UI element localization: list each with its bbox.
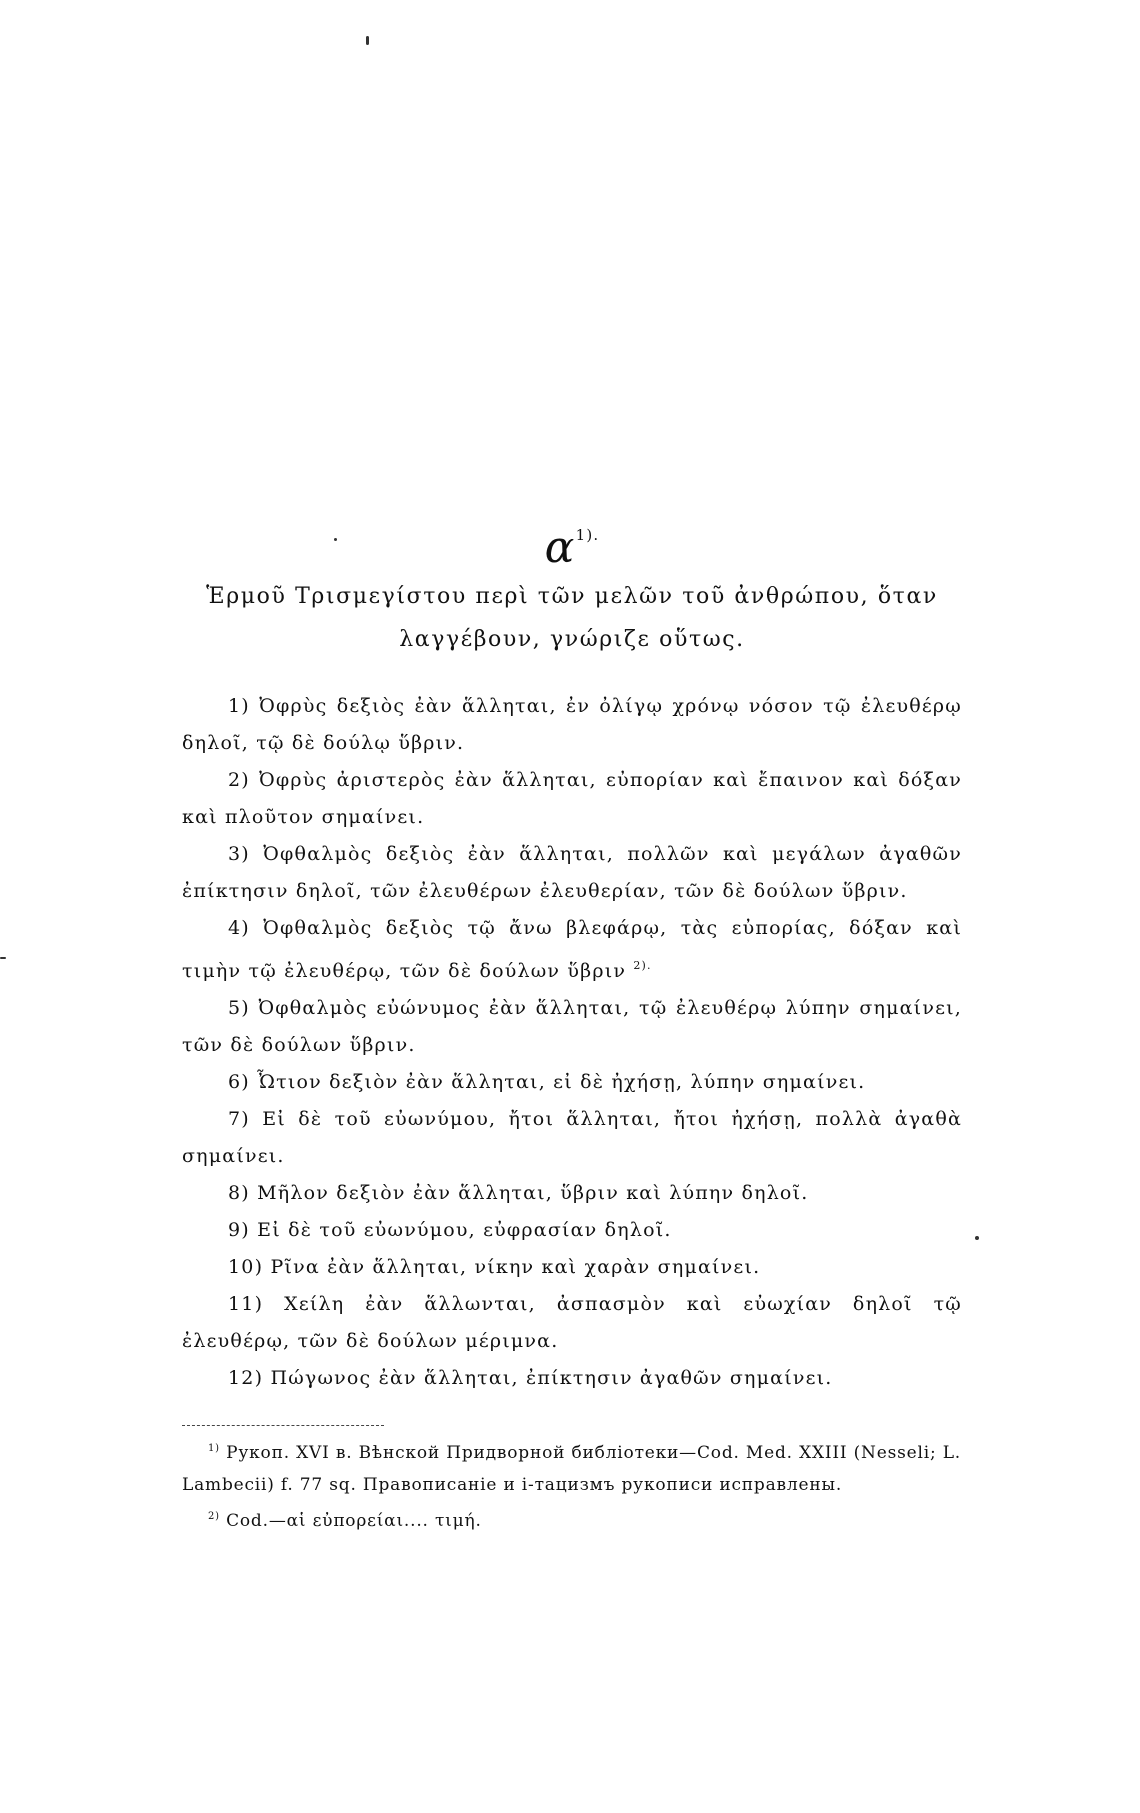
verse-number: 4) — [228, 917, 250, 939]
verse-text: Εἰ δὲ τοῦ εὐωνύμου, εὐφρασίαν δηλοῖ. — [257, 1219, 672, 1241]
scan-speck — [0, 957, 6, 959]
section-heading — [182, 505, 962, 578]
footnote-mark: 1) — [208, 1443, 220, 1454]
verse-number: 11) — [228, 1293, 264, 1315]
verse-number: 12) — [228, 1367, 264, 1389]
footnote — [182, 1501, 962, 1537]
verse-item — [182, 1101, 962, 1175]
verse-item — [182, 1249, 962, 1286]
verse-item — [182, 910, 962, 990]
verse-text: Ὀφρὺς δεξιὸς ἐὰν ἅλληται, ἐν ὀλίγῳ χρόνῳ νόσον τῷ ἐλευθέρῳ δηλοῖ, τῷ δὲ δούλῳ ὕβριν. — [182, 695, 962, 754]
verse-text: Ρῖνα ἐὰν ἅλληται, νίκην καὶ χαρὰν σημαίνει. — [270, 1256, 761, 1278]
verse-item — [182, 1175, 962, 1212]
verse-text: Ὀφθαλμὸς δεξιὸς τῷ ἄνω βλεφάρῳ, τὰς εὐπορίας, δόξαν καὶ τιμὴν τῷ ἐλευθέρῳ, τῶν δὲ δούλων ὕβριν — [182, 917, 962, 982]
verse-item — [182, 688, 962, 762]
verse-item — [182, 1064, 962, 1101]
verse-text: Μῆλον δεξιὸν ἐὰν ἅλληται, ὕβριν καὶ λύπην δηλοῖ. — [257, 1182, 809, 1204]
verse-number: 10) — [228, 1256, 264, 1278]
heading-footnote-ref: 1). — [575, 526, 600, 544]
verse-number: 9) — [228, 1219, 250, 1241]
verse-number: 7) — [228, 1108, 250, 1130]
verse-text: Χείλη ἐὰν ἅλλωνται, ἀσπασμὸν καὶ εὐωχίαν δηλοῖ τῷ ἐλευθέρῳ, τῶν δὲ δούλων μέριμνα. — [182, 1293, 962, 1352]
verse-number: 3) — [228, 843, 250, 865]
verse-number: 6) — [228, 1071, 250, 1093]
title-line: λαγγέβουν, γνώριζε οὕτως. — [399, 627, 745, 652]
treatise-title — [182, 575, 962, 661]
verse-list — [182, 688, 962, 1397]
footnote-mark: 2) — [208, 1511, 220, 1522]
section-letter: α — [544, 522, 576, 573]
verse-number: 1) — [228, 695, 250, 717]
verse-footnote-ref: 2). — [633, 959, 652, 972]
verse-item — [182, 990, 962, 1064]
verse-item — [182, 836, 962, 910]
title-line: Ἑρμοῦ Τρισμεγίστου περὶ τῶν μελῶν τοῦ ἀνθρώπου, ὅταν — [206, 584, 938, 609]
verse-number: 5) — [228, 997, 250, 1019]
verse-item — [182, 1212, 962, 1249]
footnote — [182, 1433, 962, 1501]
scan-speck — [366, 36, 369, 45]
verse-text: Πώγωνος ἐὰν ἅλληται, ἐπίκτησιν ἀγαθῶν σημαίνει. — [270, 1367, 833, 1389]
scan-speck — [975, 1236, 979, 1240]
verse-number: 2) — [228, 769, 250, 791]
footnote-divider — [182, 1425, 384, 1426]
verse-text: Εἰ δὲ τοῦ εὐωνύμου, ἤτοι ἅλληται, ἤτοι ἠχήσῃ, πολλὰ ἀγαθὰ σημαίνει. — [182, 1108, 962, 1167]
footnotes — [182, 1433, 962, 1537]
footnote-text: Рукоп. XVI в. Вѣнской Придворной библіотеки—Cod. Med. XXIII (Nesseli; L. Lambecii) f. 77 sq. Правописаніе и і-тацизмъ рукописи исправлены. — [182, 1443, 962, 1495]
verse-item — [182, 762, 962, 836]
verse-text: Ὀφθαλμὸς δεξιὸς ἐὰν ἅλληται, πολλῶν καὶ μεγάλων ἀγαθῶν ἐπίκτησιν δηλοῖ, τῶν ἐλευθέρων ἐλευθερίαν, τῶν δὲ δούλων ὕβριν. — [182, 843, 962, 902]
verse-text: Ὦτιον δεξιὸν ἐὰν ἅλληται, εἰ δὲ ἠχήσῃ, λύπην σημαίνει. — [257, 1071, 866, 1093]
verse-item — [182, 1286, 962, 1360]
verse-text: Ὀφρὺς ἀριστερὸς ἐὰν ἅλληται, εὐπορίαν καὶ ἔπαινον καὶ δόξαν καὶ πλοῦτον σημαίνει. — [182, 769, 962, 828]
verse-number: 8) — [228, 1182, 250, 1204]
footnote-text: Cod.—αἱ εὐπορείαι.... τιμή. — [226, 1511, 482, 1531]
verse-item — [182, 1360, 962, 1397]
verse-text: Ὀφθαλμὸς εὐώνυμος ἐὰν ἅλληται, τῷ ἐλευθέρῳ λύπην σημαίνει, τῶν δὲ δούλων ὕβριν. — [182, 997, 962, 1056]
